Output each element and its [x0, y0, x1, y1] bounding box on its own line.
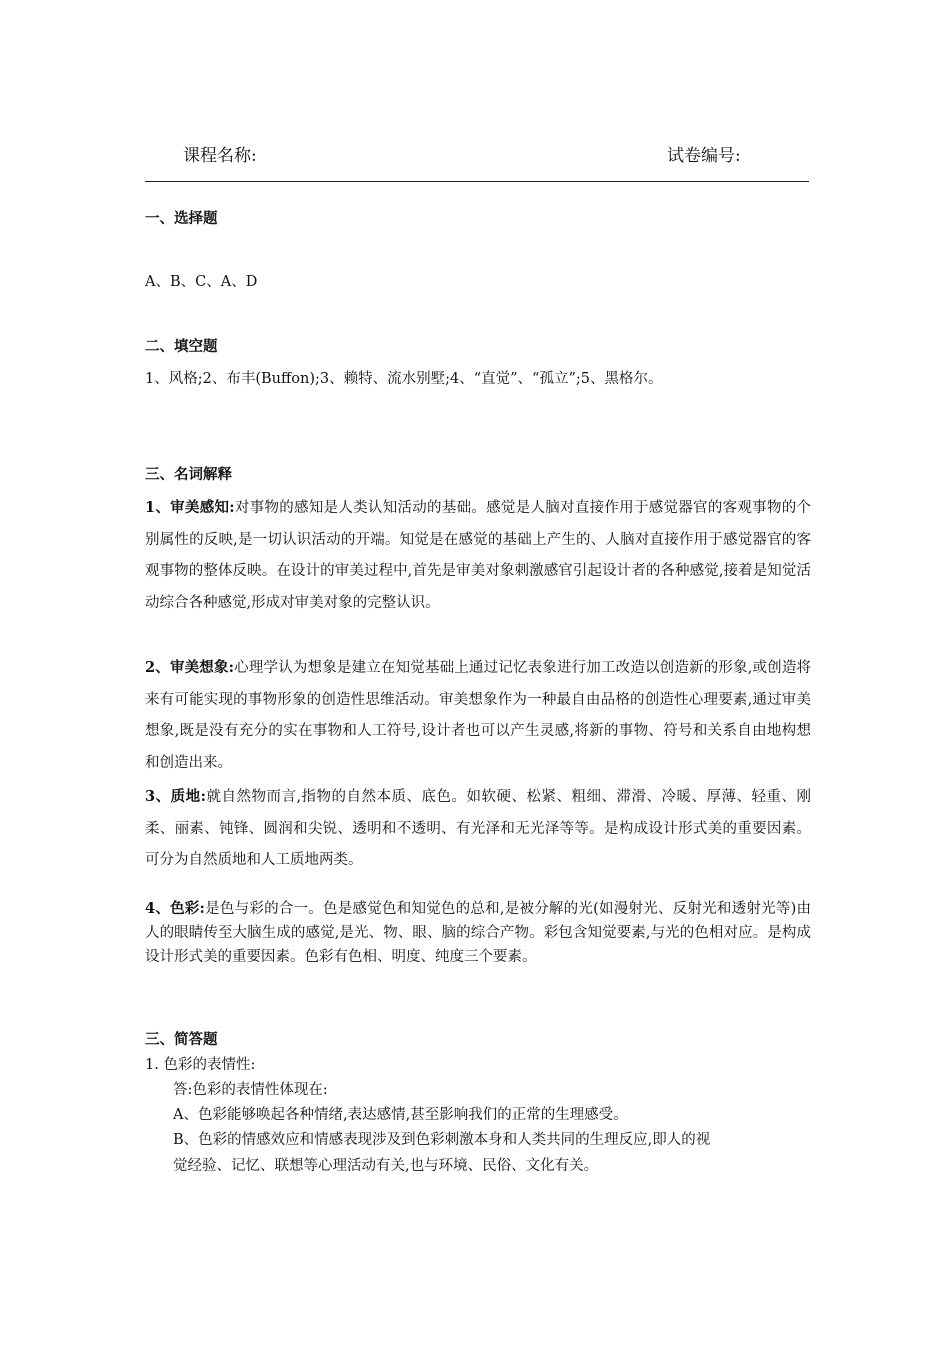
term-title: 审美想象	[169, 659, 229, 676]
exam-number-label: 试卷编号:	[667, 146, 741, 166]
term-colon: :	[199, 900, 205, 917]
section-heading-choice: 一、选择题	[145, 210, 218, 227]
term-number: 1、	[145, 499, 171, 516]
term-title: 审美感知	[170, 499, 230, 516]
term-colon: :	[228, 659, 234, 676]
term-definition: 是色与彩的合一。色是感觉色和知觉色的总和,是被分解的光(如漫射光、反射光和透射光等)由人的眼睛传至大脑生成的感觉,是光、物、眼、脑的综合产物。彩包含知觉要素,与光的色相对应。是构成设计形式美的重要因素。色彩有色相、明度、纯度三个要素。	[145, 901, 812, 965]
term-item-color	[145, 897, 811, 969]
term-definition: 就自然物而言,指物的自然本质、底色。如软硬、松紧、粗细、滞滑、冷暖、厚薄、轻重、刚柔、丽素、钝锋、圆润和尖锐、透明和不透明、有光泽和无光泽等等。是构成设计形式美的重要因素。可分为自然质地和人工质地两类。	[145, 789, 812, 868]
term-colon: :	[229, 499, 235, 516]
choice-answers: A、B、C、A、D	[145, 274, 258, 290]
term-title: 质地	[170, 788, 201, 805]
term-definition: 对事物的感知是人类认知活动的基础。感觉是人脑对直接作用于感觉器官的客观事物的个别属性的反映,是一切认识活动的开端。知觉是在感觉的基础上产生的、人脑对直接作用于感觉器官的客观事物的整体反映。在设计的审美过程中,首先是审美对象刺激感官引起设计者的各种感觉,接着是知觉活动综合各种感觉,形成对审美对象的完整认识。	[145, 500, 812, 611]
term-item-aesthetic-imagination	[145, 652, 811, 779]
question-1-answer-a: A、色彩能够唤起各种情绪,表达感情,甚至影响我们的正常的生理感受。	[173, 1107, 628, 1123]
term-title: 色彩	[170, 900, 200, 917]
term-item-texture	[145, 781, 811, 877]
question-1-answer-intro: 答:色彩的表情性体现在:	[173, 1082, 328, 1098]
section-heading-terms: 三、名词解释	[145, 466, 232, 483]
term-number: 3、	[145, 788, 171, 805]
question-1-answer-b-line-2: 觉经验、记忆、联想等心理活动有关,也与环境、民俗、文化有关。	[173, 1158, 599, 1174]
term-item-aesthetic-perception	[145, 492, 811, 619]
course-name-label: 课程名称:	[183, 146, 257, 166]
question-1-answer-b-line-1: B、色彩的情感效应和情感表现涉及到色彩刺激本身和人类共同的生理反应,即人的视	[173, 1132, 711, 1148]
section-heading-fill-blank: 二、填空题	[145, 338, 218, 355]
term-definition: 心理学认为想象是建立在知觉基础上通过记忆表象进行加工改造以创造新的形象,或创造将来有可能实现的事物形象的创造性思维活动。审美想象作为一种最自由品格的创造性心理要素,通过审美想象,既是没有充分的实在事物和人工符号,设计者也可以产生灵感,将新的事物、符号和关系自由地构想和创造出来。	[145, 660, 812, 771]
term-colon: :	[200, 788, 206, 805]
question-1-title: 1. 色彩的表情性:	[145, 1057, 256, 1073]
term-number: 2、	[145, 659, 170, 676]
fill-blank-answers: 1、风格;2、布丰(Buffon);3、赖特、流水别墅;4、“直觉”、“孤立”;5、黑格尔。	[145, 371, 663, 387]
term-number: 4、	[145, 900, 171, 917]
section-heading-short-answer: 三、简答题	[145, 1031, 218, 1048]
header-divider	[145, 181, 809, 182]
